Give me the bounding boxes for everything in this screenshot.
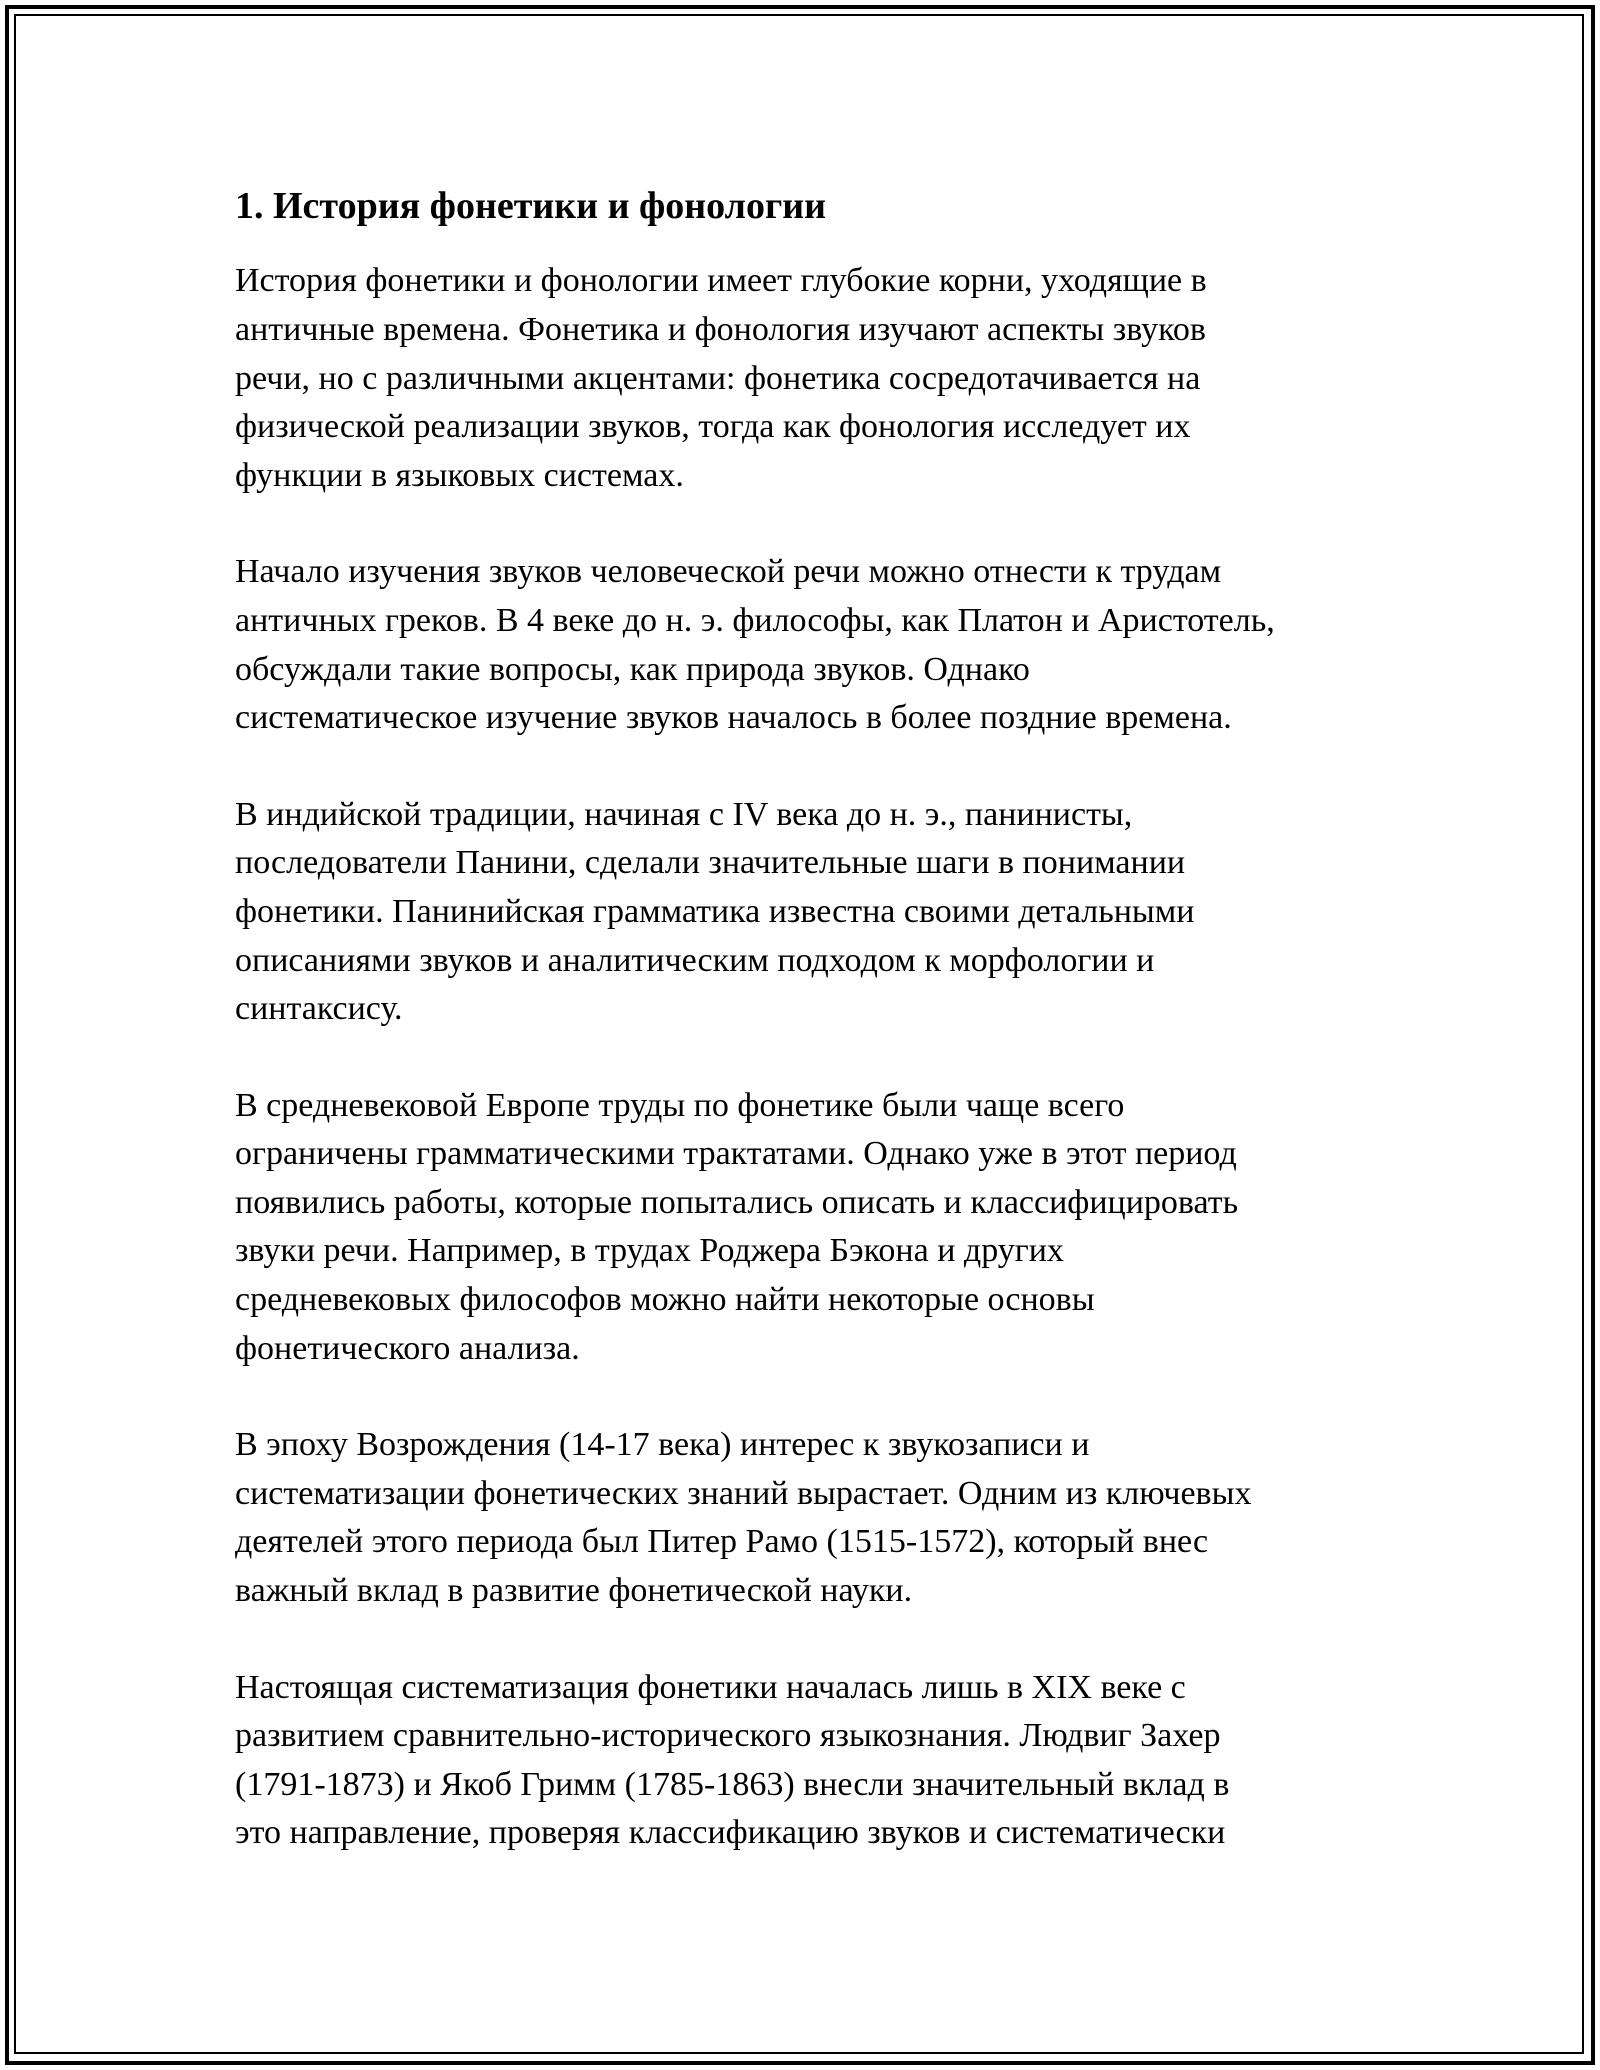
paragraph-5 — [235, 1421, 1415, 1615]
text-line: фонетического анализа. — [235, 1329, 580, 1367]
text-line: В эпоху Возрождения (14-17 века) интерес к звукозаписи и — [235, 1426, 1090, 1464]
text-line: обсуждали такие вопросы, как природа звуков. Однако — [235, 650, 1030, 688]
paragraph-2 — [235, 548, 1415, 742]
text-line: В средневековой Европе труды по фонетике были чаще всего — [235, 1086, 1125, 1124]
text-line: ограничены грамматическими трактатами. Однако уже в этот период — [235, 1135, 1237, 1173]
paragraph-6 — [235, 1664, 1415, 1858]
text-line: важный вклад в развитие фонетической науки. — [235, 1572, 913, 1610]
document-body — [235, 182, 1415, 1906]
text-line: систематизации фонетических знаний вырастает. Одним из ключевых — [235, 1474, 1252, 1512]
text-line: В индийской традиции, начиная с IV века до н. э., панинисты, — [235, 795, 1133, 833]
paragraph-1 — [235, 257, 1415, 500]
text-line: синтаксису. — [235, 990, 403, 1028]
text-line: это направление, проверяя классификацию звуков и систематически — [235, 1814, 1226, 1852]
text-line: физической реализации звуков, тогда как фонология исследует их — [235, 408, 1191, 446]
paragraph-3 — [235, 791, 1415, 1034]
text-line: средневековых философов можно найти некоторые основы — [235, 1281, 1095, 1319]
text-line: (1791-1873) и Якоб Гримм (1785-1863) внесли значительный вклад в — [235, 1765, 1230, 1803]
text-line: звуки речи. Например, в трудах Роджера Бэкона и других — [235, 1232, 1064, 1270]
text-line: развитием сравнительно-исторического языкознания. Людвиг Захер — [235, 1717, 1221, 1755]
text-line: функции в языковых системах. — [235, 456, 684, 494]
paragraph-4 — [235, 1082, 1415, 1374]
page-title: 1. История фонетики и фонологии — [235, 185, 827, 227]
text-line: систематическое изучение звуков началось в более поздние времена. — [235, 699, 1232, 737]
text-line: античных греков. В 4 веке до н. э. философы, как Платон и Аристотель, — [235, 601, 1275, 639]
text-line: Начало изучения звуков человеческой речи можно отнести к трудам — [235, 553, 1222, 591]
text-line: описаниями звуков и аналитическим подходом к морфологии и — [235, 941, 1155, 979]
text-line: античные времена. Фонетика и фонология изучают аспекты звуков — [235, 310, 1206, 348]
text-line: Настоящая систематизация фонетики началась лишь в XIX веке с — [235, 1668, 1186, 1706]
text-line: История фонетики и фонологии имеет глубокие корни, уходящие в — [235, 262, 1207, 300]
text-line: появились работы, которые попытались описать и классифицировать — [235, 1183, 1239, 1221]
text-line: речи, но с различными акцентами: фонетика сосредотачивается на — [235, 359, 1201, 397]
text-line: фонетики. Панинийская грамматика известна своими детальными — [235, 892, 1195, 930]
text-line: последователи Панини, сделали значительные шаги в понимании — [235, 844, 1186, 882]
text-line: деятелей этого периода был Питер Рамо (1515-1572), который внес — [235, 1523, 1209, 1561]
